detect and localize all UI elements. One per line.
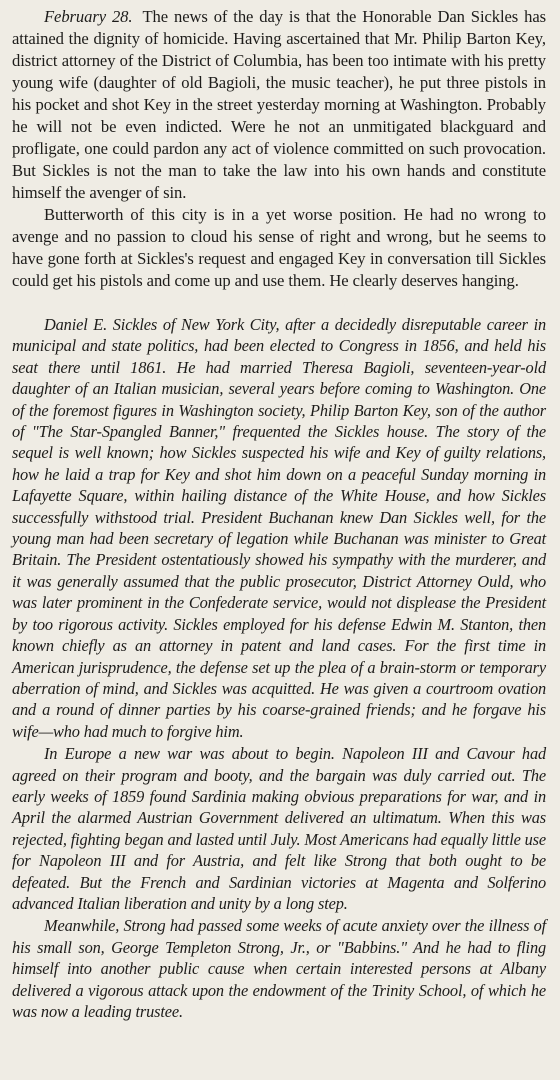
diary-entry — [12, 6, 546, 292]
editorial-note — [12, 314, 546, 1022]
note-paragraph: In Europe a new war was about to begin. Napoleon III and Cavour had agreed on their program and booty, and the bargain was duly carried out. The early weeks of 1859 found Sardinia making obvious preparations for war, and in April the alarmed Austrian Government delivered an ultimatum. When this was rejected, fighting began and lasted until July. Most Americans had equally little use for Napoleon III and for Austria, and felt like Strong that both ought to be defeated. But the French and Sardinian victories at Magenta and Solferino advanced Italian liberation and unity by a long step. — [12, 744, 546, 913]
note-paragraph: Daniel E. Sickles of New York City, after a decidedly disreputable career in municipal and state politics, had been elected to Congress in 1856, and held his seat there until 1861. He had married Theresa Bagioli, seventeen-year-old daughter of an Italian musician, several years before coming to Washington. One of the foremost figures in Washington society, Philip Barton Key, son of the author of "The Star-Spangled Banner," frequented the Sickles house. The story of the sequel is well known; how Sickles suspected his wife and Key of guilty relations, how he laid a trap for Key and shot him down on a peaceful Sunday morning in Lafayette Square, within hailing distance of the White House, and how Sickles successfully withstood trial. President Buchanan knew Dan Sickles well, for the young man had been secretary of legation while Buchanan was minister to Great Britain. The President ostentatiously showed his sympathy with the murderer, and it was generally assumed that the public prosecutor, District Attorney Ould, who was later prominent in the Confederate service, would not displease the President by too rigorous activity. Sickles employed for his defense Edwin M. Stanton, then known chiefly as an attorney in patent and land cases. For the first time in American jurisprudence, the defense set up the plea of a brain-storm or temporary aberration of mind, and Sickles was acquitted. He was given a courtroom ovation and a round of dinner parties by his coarse-grained friends; and he forgave his wife—who had much to forgive him. — [12, 315, 546, 741]
entry-date: February 28. — [44, 7, 133, 26]
diary-paragraph: Butterworth of this city is in a yet worse position. He had no wrong to avenge and no passion to cloud his sense of right and wrong, but he seems to have gone forth at Sickles's request and engaged Key in conversation till Sickles could get his pistols and come up and use them. He clearly deserves hanging. — [12, 205, 546, 290]
note-paragraph: Meanwhile, Strong had passed some weeks of acute anxiety over the illness of his small son, George Templeton Strong, Jr., or "Babbins." And he had to fling himself into another public cause when certain interested persons at Albany delivered a vigorous attack upon the endowment of the Trinity School, of which he was now a leading trustee. — [12, 916, 546, 1021]
diary-paragraph-text: The news of the day is that the Honorable Dan Sickles has attained the dignity of homicide. Having ascertained that Mr. Philip Barton Key, district attorney of the District of Columbia, has been too intimate with his pretty young wife (daughter of old Bagioli, the music teacher), he put three pistols in his pocket and shot Key in the street yesterday morning at Washington. Probably he will not be even indicted. Were he not an unmitigated blackguard and profligate, one could pardon any act of violence committed on such provocation. But Sickles is not the man to take the law into his own hands and constitute himself the avenger of sin. — [12, 7, 546, 202]
diary-paragraph — [12, 6, 546, 204]
